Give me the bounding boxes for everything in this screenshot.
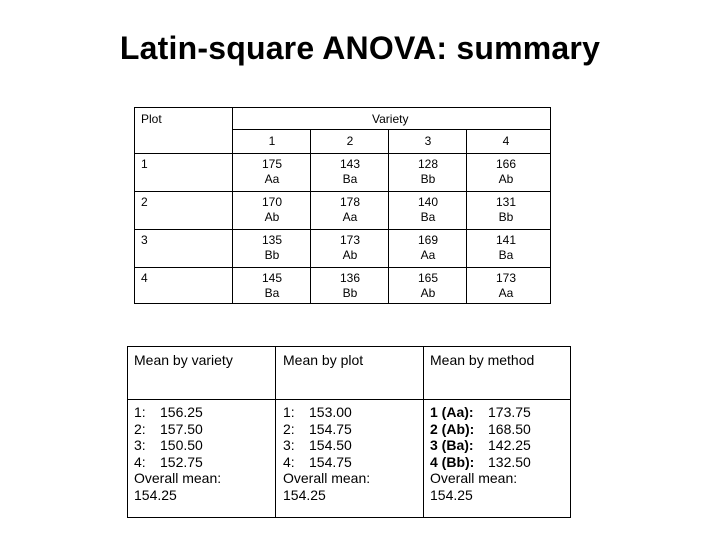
- table-cell: 166 Ab: [495, 157, 517, 186]
- table-cell: 178 Aa: [339, 195, 361, 224]
- row-label: 4: [141, 271, 148, 285]
- mean-by-variety-values: 1: 156.25 2: 157.50 3: 150.50 4: 152.75 Overall mean: 154.25: [134, 404, 222, 503]
- divider: [135, 229, 550, 230]
- table-cell: 173 Aa: [495, 271, 517, 300]
- divider: [135, 191, 550, 192]
- plot-header: Plot: [141, 112, 162, 126]
- divider: [423, 347, 424, 517]
- column-header: 1: [268, 134, 276, 148]
- divider: [135, 267, 550, 268]
- table-cell: 175 Aa: [261, 157, 283, 186]
- table-cell: 165 Ab: [417, 271, 439, 300]
- mean-by-variety-header: Mean by variety: [134, 352, 233, 368]
- means-table: [127, 346, 571, 518]
- table-cell: 169 Aa: [417, 233, 439, 262]
- divider: [128, 399, 570, 400]
- column-header: 3: [424, 134, 432, 148]
- mean-by-method-header: Mean by method: [430, 352, 535, 368]
- table-cell: 136 Bb: [339, 271, 361, 300]
- latin-square-table: [134, 107, 551, 304]
- row-label: 2: [141, 195, 148, 209]
- table-cell: 131 Bb: [495, 195, 517, 224]
- mean-by-plot-values: 1: 153.00 2: 154.75 3: 154.50 4: 154.75 Overall mean: 154.25: [283, 404, 371, 503]
- page-title: Latin-square ANOVA: summary: [119, 30, 601, 66]
- table-cell: 141 Ba: [495, 233, 517, 262]
- table-cell: 128 Bb: [417, 157, 439, 186]
- table-cell: 145 Ba: [261, 271, 283, 300]
- column-header: 2: [346, 134, 354, 148]
- table-cell: 143 Ba: [339, 157, 361, 186]
- variety-header: Variety: [372, 112, 409, 126]
- mean-by-plot-header: Mean by plot: [283, 352, 364, 368]
- divider: [135, 153, 550, 154]
- divider: [275, 347, 276, 517]
- table-cell: 173 Ab: [339, 233, 361, 262]
- column-header: 4: [502, 134, 510, 148]
- row-label: 3: [141, 233, 148, 247]
- divider: [232, 129, 550, 130]
- row-label: 1: [141, 157, 148, 171]
- mean-by-method-values: 1 (Aa): 173.75 2 (Ab): 168.50 3 (Ba): 142.25 4 (Bb): 132.50 Overall mean: 154.25: [430, 404, 531, 503]
- table-cell: 170 Ab: [261, 195, 283, 224]
- table-cell: 140 Ba: [417, 195, 439, 224]
- table-cell: 135 Bb: [261, 233, 283, 262]
